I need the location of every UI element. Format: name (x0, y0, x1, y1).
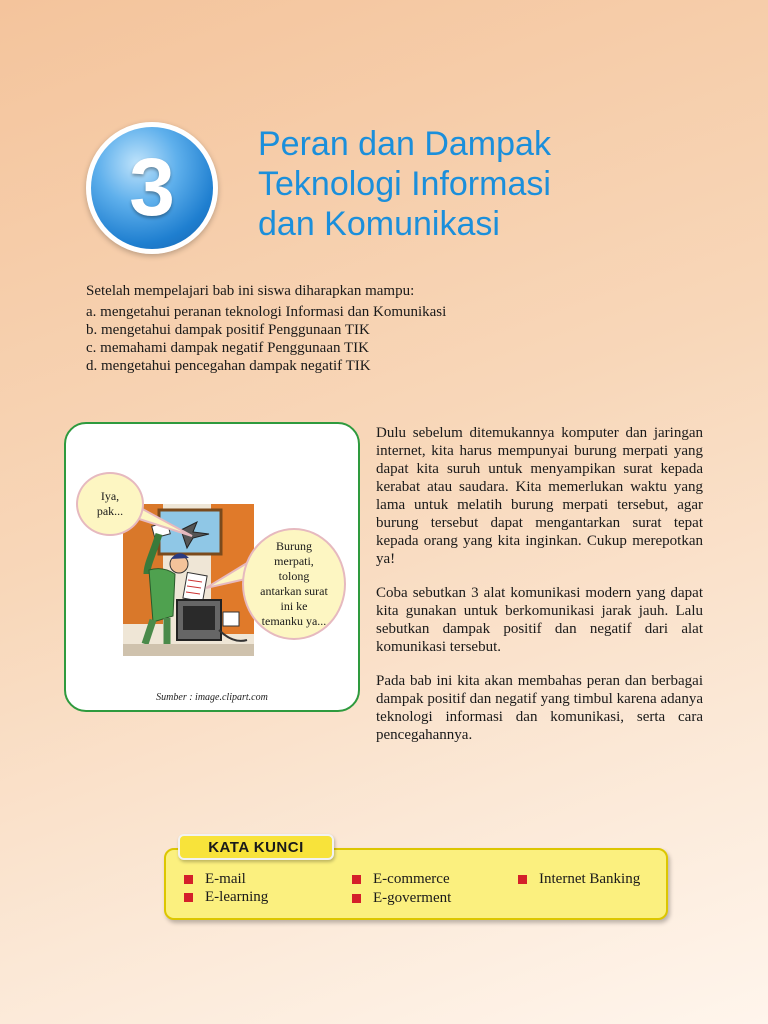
keyword-label: E-commerce (373, 871, 450, 887)
square-bullet-icon (184, 893, 193, 902)
keyword-item (184, 888, 268, 906)
objectives-intro: Setelah mempelajari bab ini siswa diharapkan mampu: (86, 283, 415, 299)
speech-bubble-left (76, 472, 144, 536)
speech-bubble-right (242, 528, 346, 640)
chapter-title-line: dan Komunikasi (258, 205, 500, 243)
speech-bubble-line: Burung (275, 539, 312, 553)
speech-bubble-line: ini ke (280, 599, 308, 613)
chapter-number: 3 (129, 142, 175, 233)
intro-paragraph: Coba sebutkan 3 alat komunikasi modern yang dapat kita gunakan untuk berkomunikasi jarak jauh. Lalu sebutkan dampak positif dan negatif dari alat komunikasi tersebut. (376, 585, 703, 655)
objective-item: d. mengetahui pencegahan dampak negatif TIK (86, 358, 371, 374)
illustration-card (64, 422, 360, 712)
keyword-item (518, 870, 640, 888)
keyword-heading: KATA KUNCI (208, 838, 304, 856)
objective-item: b. mengetahui dampak positif Penggunaan TIK (86, 322, 370, 338)
square-bullet-icon (352, 875, 361, 884)
keyword-item (184, 870, 246, 888)
keyword-label: E-learning (205, 889, 269, 905)
chapter-title-line: Peran dan Dampak (258, 125, 551, 163)
chapter-number-badge (86, 122, 218, 254)
square-bullet-icon (184, 875, 193, 884)
speech-bubble-line: Iya, (100, 489, 120, 503)
keyword-item (352, 870, 450, 888)
speech-bubble-line: merpati, (274, 554, 314, 568)
intro-paragraph: Dulu sebelum ditemukannya komputer dan jaringan internet, kita harus mempunyai burung merpati yang dapat kita suruh untuk menyampikan surat kepada kerabat atau saudara. Kita memerlukan waktu yang lama untuk melatih burung merpati tersebut, agar burung tersebut dapat mengantarkan surat tepat kepada orang yang kita inginkan. Cukup merepotkan ya! (376, 425, 703, 567)
objective-item: c. memahami dampak negatif Penggunaan TIK (86, 340, 369, 356)
keyword-label: E-mail (205, 871, 246, 887)
intro-text (376, 424, 703, 760)
speech-bubble-line: tolong (278, 569, 310, 583)
speech-bubble-line: pak... (96, 504, 124, 518)
objective-item: a. mengetahui peranan teknologi Informasi dan Komunikasi (86, 304, 447, 320)
speech-bubble-line: temanku ya... (261, 614, 327, 628)
square-bullet-icon (352, 894, 361, 903)
keyword-label: Internet Banking (539, 871, 641, 887)
chapter-title (258, 124, 678, 244)
figure-source-caption: Sumber : image.clipart.com (156, 692, 268, 703)
learning-objectives (86, 282, 546, 375)
keyword-item (352, 889, 451, 907)
keyword-label: E-goverment (373, 890, 452, 906)
intro-paragraph: Pada bab ini kita akan membahas peran dan berbagai dampak positif dan negatif yang timbul karena adanya teknologi informasi dan komunikasi, serta cara pencegahannya. (376, 673, 703, 743)
chapter-title-line: Teknologi Informasi (258, 165, 551, 203)
square-bullet-icon (518, 875, 527, 884)
keyword-heading-tab (178, 834, 334, 860)
speech-bubble-line: antarkan surat (260, 584, 328, 598)
